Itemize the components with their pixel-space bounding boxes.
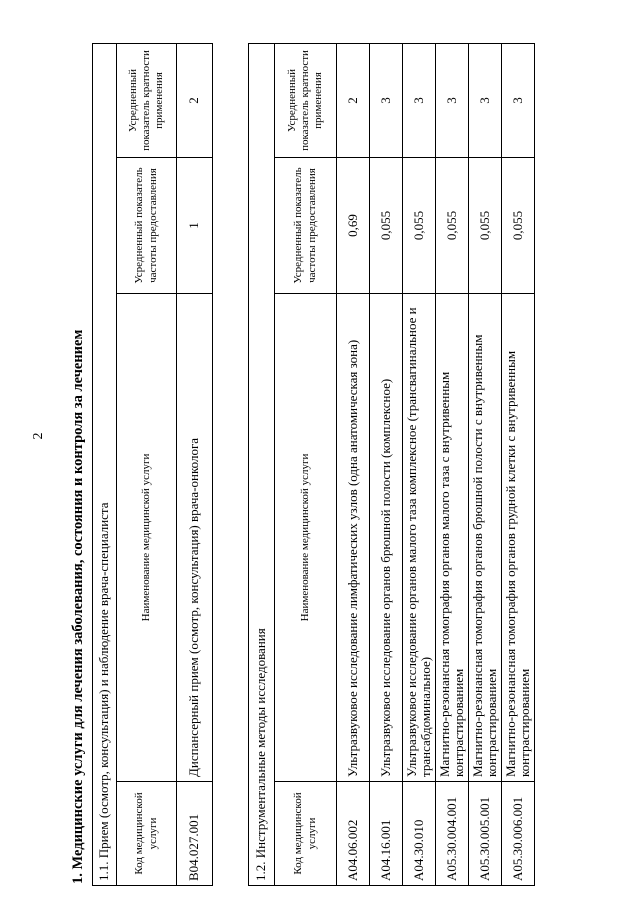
table1-header-code: Код медицинской услуги — [117, 782, 177, 886]
row-code: A04.30.010 — [403, 782, 436, 886]
row-code: A05.30.004.001 — [436, 782, 469, 886]
row-mult: 2 — [337, 43, 370, 157]
row-name: Магнитно-резонансная томография органов малого таза с внутривенным контрастированием — [436, 294, 469, 782]
row-mult: 3 — [502, 43, 535, 157]
row-code: A04.06.002 — [337, 782, 370, 886]
table2-header-name: Наименование медицинской услуги — [275, 294, 337, 782]
row-code: B04.027.001 — [177, 782, 213, 886]
table-row — [436, 43, 469, 885]
table2-subtitle: 1.2. Инструментальные методы исследования — [249, 43, 275, 885]
row-mult: 2 — [177, 43, 213, 157]
row-code: A05.30.006.001 — [502, 782, 535, 886]
row-mult: 3 — [469, 43, 502, 157]
row-mult: 3 — [436, 43, 469, 157]
row-freq: 0,055 — [502, 158, 535, 294]
table-row — [403, 43, 436, 885]
row-name: Ультразвуковое исследование органов брюшной полости (комплексное) — [370, 294, 403, 782]
table1-header-freq: Усредненный показатель частоты предоставления — [117, 158, 177, 294]
row-mult: 3 — [403, 43, 436, 157]
row-name: Диспансерный прием (осмотр, консультация) врача-онколога — [177, 294, 213, 782]
row-name: Магнитно-резонансная томография органов грудной клетки с внутривенным контрастированием — [502, 294, 535, 782]
row-freq: 0,055 — [469, 158, 502, 294]
table-row — [177, 43, 213, 885]
table-row — [502, 43, 535, 885]
row-freq: 0,055 — [403, 158, 436, 294]
row-freq: 0,69 — [337, 158, 370, 294]
table2-header-freq: Усредненный показатель частоты предоставления — [275, 158, 337, 294]
row-code: A04.16.001 — [370, 782, 403, 886]
table2-header-code: Код медицинской услуги — [275, 782, 337, 886]
table-row — [337, 43, 370, 885]
row-freq: 0,055 — [436, 158, 469, 294]
table2-header-mult: Усредненный показатель кратности применения — [275, 43, 337, 157]
row-name: Ультразвуковое исследование органов малого таза комплексное (трансвагинальное и трансабдоминальное) — [403, 294, 436, 782]
row-mult: 3 — [370, 43, 403, 157]
table-row — [370, 43, 403, 885]
page-number: 2 — [31, 432, 46, 440]
row-code: A05.30.005.001 — [469, 782, 502, 886]
rotated-page-content — [50, 32, 610, 892]
section-title: 1. Медицинские услуги для лечения заболевания, состояния и контроля за лечением — [70, 329, 86, 884]
table1-header-mult: Усредненный показатель кратности применения — [117, 43, 177, 157]
services-table-consultation — [92, 43, 213, 886]
table-row — [469, 43, 502, 885]
table1-header-name: Наименование медицинской услуги — [117, 294, 177, 782]
table1-subtitle: 1.1. Прием (осмотр, консультация) и наблюдение врача-специалиста — [93, 43, 117, 885]
row-freq: 1 — [177, 158, 213, 294]
row-name: Магнитно-резонансная томография органов брюшной полости с внутривенным контрастированием — [469, 294, 502, 782]
row-freq: 0,055 — [370, 158, 403, 294]
row-name: Ультразвуковое исследование лимфатических узлов (одна анатомическая зона) — [337, 294, 370, 782]
services-table-instrumental — [248, 43, 535, 886]
